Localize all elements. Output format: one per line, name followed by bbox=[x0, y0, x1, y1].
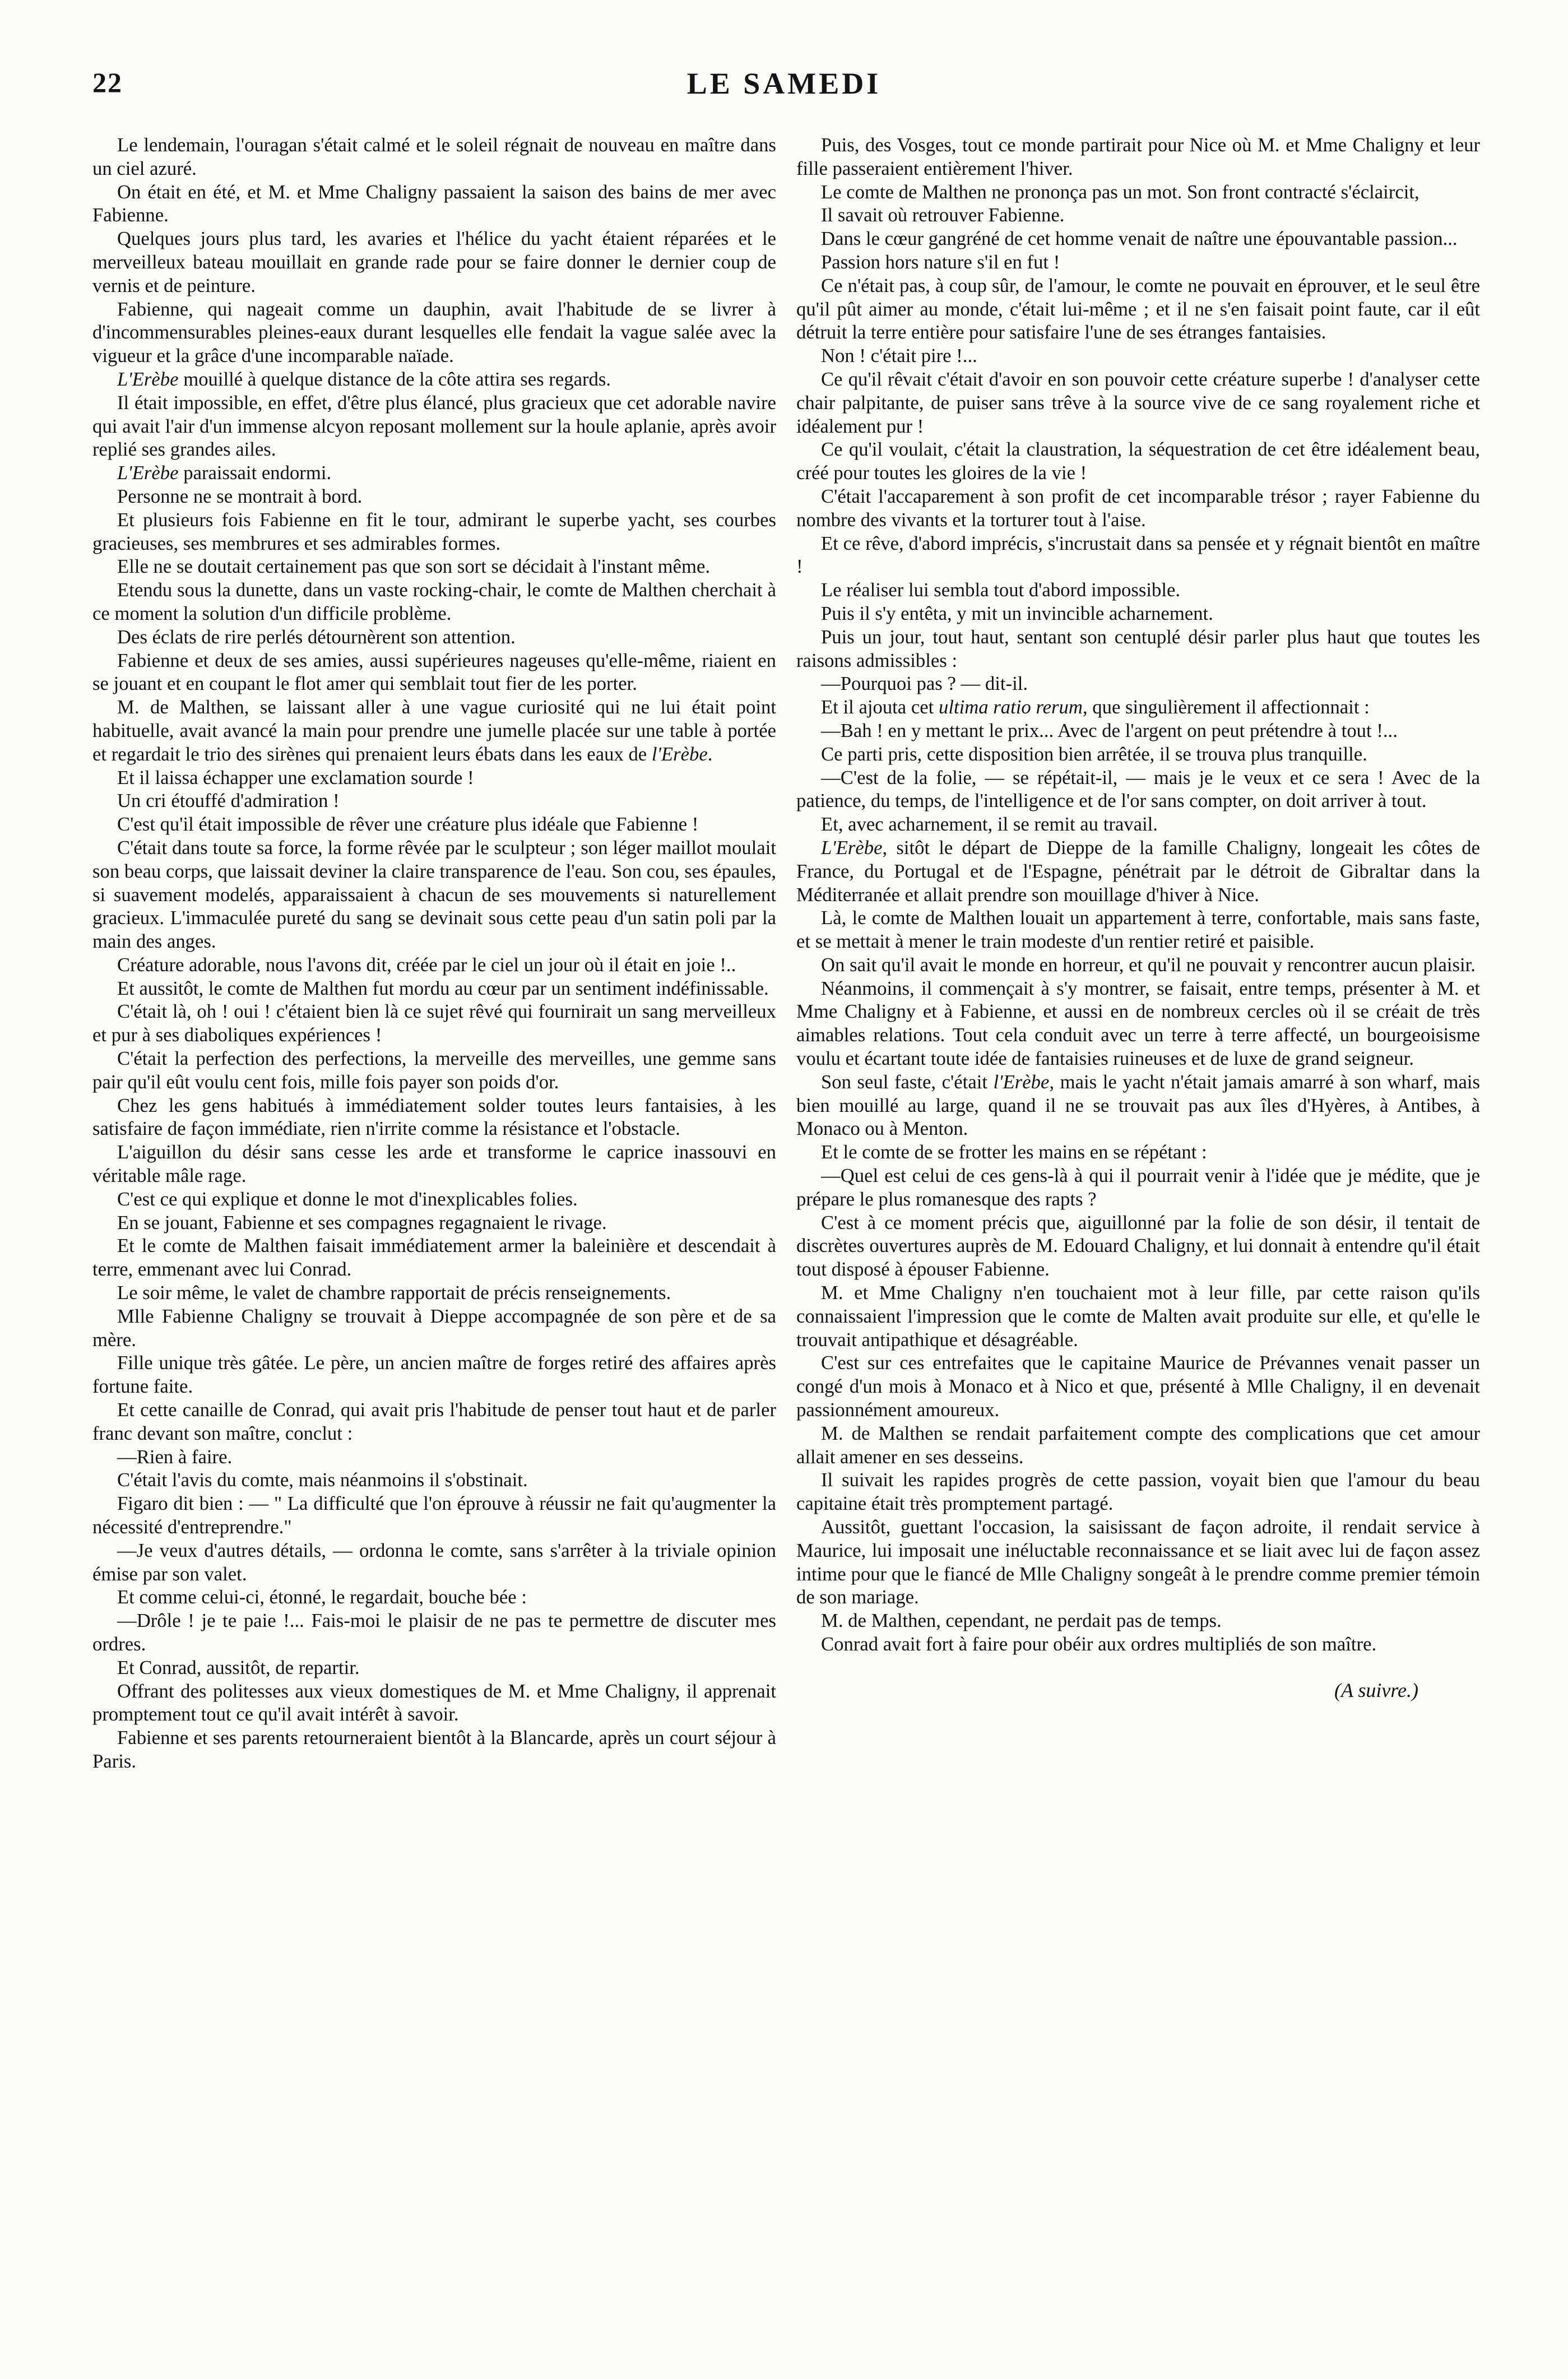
paragraph: C'est sur ces entrefaites que le capitaine Maurice de Prévannes venait passer un congé d'un mois à Monaco et à Nico et que, présenté à Mlle Chaligny, il en devenait passionnément amoureux. bbox=[796, 1352, 1480, 1421]
paragraph: C'est ce qui explique et donne le mot d'inexplicables folies. bbox=[117, 1188, 578, 1210]
paragraph: Des éclats de rire perlés détournèrent son attention. bbox=[117, 625, 516, 648]
paragraph: Fabienne, qui nageait comme un dauphin, avait l'habitude de se livrer à d'incommensurables pleines-eaux durant lesquelles elle fendait la vague salée avec la vigueur et la grâce d'une incomparable naïade. bbox=[92, 298, 776, 367]
paragraph: Et ce rêve, d'abord imprécis, s'incrustait dans sa pensée et y régnait bientôt en maître ! bbox=[796, 532, 1480, 578]
paragraph: Fabienne et ses parents retourneraient bientôt à la Blancarde, après un court séjour à Paris. bbox=[92, 1727, 776, 1772]
paragraph: Et cette canaille de Conrad, qui avait pris l'habitude de penser tout haut et de parler franc devant son maître, conclut : bbox=[92, 1399, 776, 1444]
paragraph: Fabienne et deux de ses amies, aussi supérieures nageuses qu'elle-même, riaient en se jouant et en coupant le flot amer qui semblait tout fier de les porter. bbox=[92, 649, 776, 695]
paragraph: Personne ne se montrait à bord. bbox=[117, 485, 363, 507]
paragraph: Quelques jours plus tard, les avaries et l'hélice du yacht étaient réparées et le merveilleux bateau mouillait en grande rade pour se faire donner le dernier coup de vernis et de peinture. bbox=[92, 228, 776, 296]
paragraph: L'Erèbe mouillé à quelque distance de la côte attira ses regards. bbox=[117, 368, 611, 390]
paragraph: Et comme celui-ci, étonné, le regardait, bouche bée : bbox=[117, 1586, 527, 1608]
paragraph: Etendu sous la dunette, dans un vaste rocking-chair, le comte de Malthen cherchait à ce moment la solution d'un difficile problème. bbox=[92, 579, 776, 624]
paragraph: C'était l'accaparement à son profit de cet incomparable trésor ; rayer Fabienne du nombre des vivants et la torturer tout à l'aise. bbox=[796, 485, 1480, 531]
paragraph: Il suivait les rapides progrès de cette passion, voyait bien que l'amour du beau capitaine était très promptement partagé. bbox=[796, 1469, 1480, 1515]
paragraph: C'était dans toute sa force, la forme rêvée par le sculpteur ; son léger maillot moulait son beau corps, que laissait deviner la claire transparence de l'eau. Son cou, ses épaules, si suavement modelés, apparaissaient à chacun de ses mouvements si naturellement gracieux. L'immaculée pureté du sang se devinait sous cette peau d'un satin poli par la main des anges. bbox=[92, 836, 776, 953]
paragraph: —Bah ! en y mettant le prix... Avec de l'argent on peut prétendre à tout !... bbox=[821, 719, 1398, 741]
paragraph: Le soir même, le valet de chambre rapportait de précis renseignements. bbox=[117, 1282, 671, 1304]
paragraph: Puis, des Vosges, tout ce monde partirait pour Nice où M. et Mme Chaligny et leur fille passeraient entièrement l'hiver. bbox=[796, 134, 1480, 179]
paragraph: Aussitôt, guettant l'occasion, la saisissant de façon adroite, il rendait service à Maurice, lui imposait une inéluctable reconnaissance et se liait avec lui de façon assez intime pour que le fiancé de Mlle Chaligny songeât à le prendre comme premier témoin de son mariage. bbox=[796, 1516, 1480, 1608]
paragraph: On était en été, et M. et Mme Chaligny passaient la saison des bains de mer avec Fabienne. bbox=[92, 180, 776, 226]
paragraph: On sait qu'il avait le monde en horreur, et qu'il ne pouvait y rencontrer aucun plaisir. bbox=[821, 953, 1476, 976]
paragraph: Et il ajouta cet ultima ratio rerum, que singulièrement il affectionnait : bbox=[821, 696, 1370, 718]
paragraph: Chez les gens habitués à immédiatement solder toutes leurs fantaisies, à les satisfaire de façon immédiate, rien n'irrite comme la résistance et l'obstacle. bbox=[92, 1094, 776, 1140]
paragraph: —Quel est celui de ces gens-là à qui il pourrait venir à l'idée que je médite, que je prépare le plus romanesque des rapts ? bbox=[796, 1165, 1480, 1210]
page-number: 22 bbox=[92, 67, 123, 98]
paragraph: En se jouant, Fabienne et ses compagnes regagnaient le rivage. bbox=[117, 1211, 607, 1233]
paragraph: L'Erèbe paraissait endormi. bbox=[117, 462, 332, 484]
paragraph: M. et Mme Chaligny n'en touchaient mot à leur fille, par cette raison qu'ils connaissaient l'impression que le comte de Malten avait produite sur elle, et qu'elle le trouvait antipathique et désagréable. bbox=[796, 1282, 1480, 1351]
paragraph: Puis il s'y entêta, y mit un invincible acharnement. bbox=[821, 602, 1213, 624]
paragraph: M. de Malthen, se laissant aller à une vague curiosité qui ne lui était point habituelle, avait avancé la main pour prendre une jumelle placée sur une table à portée et regardait le trio des sirènes qui prenaient leurs ébats dans les eaux de l'Erèbe. bbox=[92, 696, 776, 765]
paragraph: L'aiguillon du désir sans cesse les arde et transforme le caprice inassouvi en véritable mâle rage. bbox=[92, 1141, 776, 1187]
paragraph: M. de Malthen, cependant, ne perdait pas de temps. bbox=[821, 1610, 1222, 1632]
paragraph: Ce parti pris, cette disposition bien arrêtée, il se trouva plus tranquille. bbox=[821, 743, 1367, 765]
paragraph: Et aussitôt, le comte de Malthen fut mordu au cœur par un sentiment indéfinissable. bbox=[117, 977, 769, 999]
paragraph: Ce qu'il rêvait c'était d'avoir en son pouvoir cette créature superbe ! d'analyser cette chair palpitante, de puiser sans trêve à la source vive de ce sang royalement riche et idéalement pur ! bbox=[796, 368, 1480, 437]
left-column bbox=[92, 133, 776, 1773]
paragraph: C'était la perfection des perfections, la merveille des merveilles, une gemme sans pair qu'il eût voulu cent fois, mille fois payer son poids d'or. bbox=[92, 1047, 776, 1093]
paragraph: —Drôle ! je te paie !... Fais-moi le plaisir de ne pas te permettre de discuter mes ordres. bbox=[92, 1610, 776, 1655]
paragraph: —Rien à faire. bbox=[117, 1445, 233, 1468]
article-body bbox=[92, 133, 1480, 1773]
paragraph: Il était impossible, en effet, d'être plus élancé, plus gracieux que cet adorable navire qui avait l'air d'un immense alcyon reposant mollement sur la houle aplanie, après avoir replié ses grandes ailes. bbox=[92, 391, 776, 461]
paragraph: Néanmoins, il commençait à s'y montrer, se faisait, entre temps, présenter à M. et Mme Chaligny et à Fabienne, et aussi en de nombreux cercles où il se créait de très aimables relations. Tout cela conduit avec un terre à terre affecté, un bourgeoisisme voulu et écartant toute idée de fantaisies ruineuses et de luxe de grand seigneur. bbox=[796, 977, 1480, 1070]
paragraph: Ce qu'il voulait, c'était la claustration, la séquestration de cet être idéalement beau, créé pour toutes les gloires de la vie ! bbox=[796, 438, 1480, 484]
paragraph: Offrant des politesses aux vieux domestiques de M. et Mme Chaligny, il apprenait promptement tout ce qu'il avait intérêt à savoir. bbox=[92, 1680, 776, 1726]
paragraph: Et il laissa échapper une exclamation sourde ! bbox=[117, 766, 474, 789]
paragraph: Ce n'était pas, à coup sûr, de l'amour, le comte ne pouvait en éprouver, et le seul être qu'il pût aimer au monde, c'était lui-même ; et il ne s'en faisait point faute, car il eût détruit la terre entière pour satisfaire l'une de ses étranges fantaisies. bbox=[796, 274, 1480, 344]
page-header bbox=[92, 66, 1476, 117]
paragraph: Là, le comte de Malthen louait un appartement à terre, confortable, mais sans faste, et se mettait à mener le train modeste d'un rentier retiré et paisible. bbox=[796, 907, 1480, 953]
paragraph: —C'est de la folie, — se répétait-il, — mais je le veux et ce sera ! Avec de la patience, du temps, de l'intelligence et de l'or sans compter, on doit arriver à tout. bbox=[796, 766, 1480, 812]
paragraph: Le lendemain, l'ouragan s'était calmé et le soleil régnait de nouveau en maître dans un ciel azuré. bbox=[92, 134, 776, 179]
paragraph: C'est qu'il était impossible de rêver une créature plus idéale que Fabienne ! bbox=[117, 813, 699, 836]
paragraph: L'Erèbe, sitôt le départ de Dieppe de la famille Chaligny, longeait les côtes de France, du Portugal et de l'Espagne, pénétrait par le détroit de Gibraltar dans la Méditerranée et allait prendre son mouillage d'hiver à Nice. bbox=[796, 836, 1480, 906]
paragraph: Il savait où retrouver Fabienne. bbox=[821, 204, 1065, 226]
paragraph: Le réaliser lui sembla tout d'abord impossible. bbox=[821, 579, 1181, 601]
paragraph: C'est à ce moment précis que, aiguillonné par la folie de son désir, il tentait de discrètes ouvertures auprès de M. Edouard Chaligny, et lui donnait à entendre qu'il était tout disposé à épouser Fabienne. bbox=[796, 1211, 1480, 1281]
right-column-paragraphs bbox=[796, 133, 1480, 1656]
paragraph: Un cri étouffé d'admiration ! bbox=[117, 790, 340, 812]
paragraph: Passion hors nature s'il en fut ! bbox=[821, 251, 1060, 273]
continuation-note: (A suivre.) bbox=[1334, 1678, 1418, 1701]
paragraph: Et, avec acharnement, il se remit au travail. bbox=[821, 813, 1158, 836]
paragraph: Dans le cœur gangréné de cet homme venait de naître une épouvantable passion... bbox=[821, 228, 1458, 250]
paragraph: Et le comte de Malthen faisait immédiatement armer la baleinière et descendait à terre, emmenant avec lui Conrad. bbox=[92, 1235, 776, 1281]
paragraph: Puis un jour, tout haut, sentant son centuplé désir parler plus haut que toutes les raisons admissibles : bbox=[796, 625, 1480, 671]
paragraph: Elle ne se doutait certainement pas que son sort se décidait à l'instant même. bbox=[117, 555, 711, 578]
right-column bbox=[796, 133, 1480, 1773]
paragraph: C'était là, oh ! oui ! c'étaient bien là ce sujet rêvé qui fournirait un sang merveilleux et pur à ses diaboliques expériences ! bbox=[92, 1000, 776, 1046]
paragraph: Son seul faste, c'était l'Erèbe, mais le yacht n'était jamais amarré à son wharf, mais bien mouillé au large, quand il ne se trouvait pas aux îles d'Hyères, à Antibes, à Monaco ou à Menton. bbox=[796, 1070, 1480, 1140]
paragraph: C'était l'avis du comte, mais néanmoins il s'obstinait. bbox=[117, 1469, 528, 1491]
paragraph: M. de Malthen se rendait parfaitement compte des complications que cet amour allait amener en ses desseins. bbox=[796, 1422, 1480, 1468]
paragraph: Figaro dit bien : — " La difficulté que l'on éprouve à réussir ne fait qu'augmenter la nécessité d'entreprendre." bbox=[92, 1492, 776, 1538]
paragraph: —Pourquoi pas ? — dit-il. bbox=[821, 673, 1028, 695]
paragraph: Créature adorable, nous l'avons dit, créée par le ciel un jour où il était en joie !.. bbox=[117, 953, 736, 976]
journal-title: LE SAMEDI bbox=[686, 67, 882, 100]
paragraph: Le comte de Malthen ne prononça pas un mot. Son front contracté s'éclaircit, bbox=[821, 180, 1419, 203]
paragraph: —Je veux d'autres détails, — ordonna le comte, sans s'arrêter à la triviale opinion émise par son valet. bbox=[92, 1539, 776, 1585]
paragraph: Et le comte de se frotter les mains en se répétant : bbox=[821, 1141, 1207, 1163]
paragraph: Fille unique très gâtée. Le père, un ancien maître de forges retiré des affaires après fortune faite. bbox=[92, 1352, 776, 1398]
paragraph: Et plusieurs fois Fabienne en fit le tour, admirant le superbe yacht, ses courbes gracieuses, ses membrures et ses admirables formes. bbox=[92, 508, 776, 554]
paragraph: Et Conrad, aussitôt, de repartir. bbox=[117, 1656, 360, 1678]
paragraph: Conrad avait fort à faire pour obéir aux ordres multipliés de son maître. bbox=[821, 1633, 1377, 1655]
paragraph: Mlle Fabienne Chaligny se trouvait à Dieppe accompagnée de son père et de sa mère. bbox=[92, 1305, 776, 1351]
paragraph: Non ! c'était pire !... bbox=[821, 345, 977, 367]
